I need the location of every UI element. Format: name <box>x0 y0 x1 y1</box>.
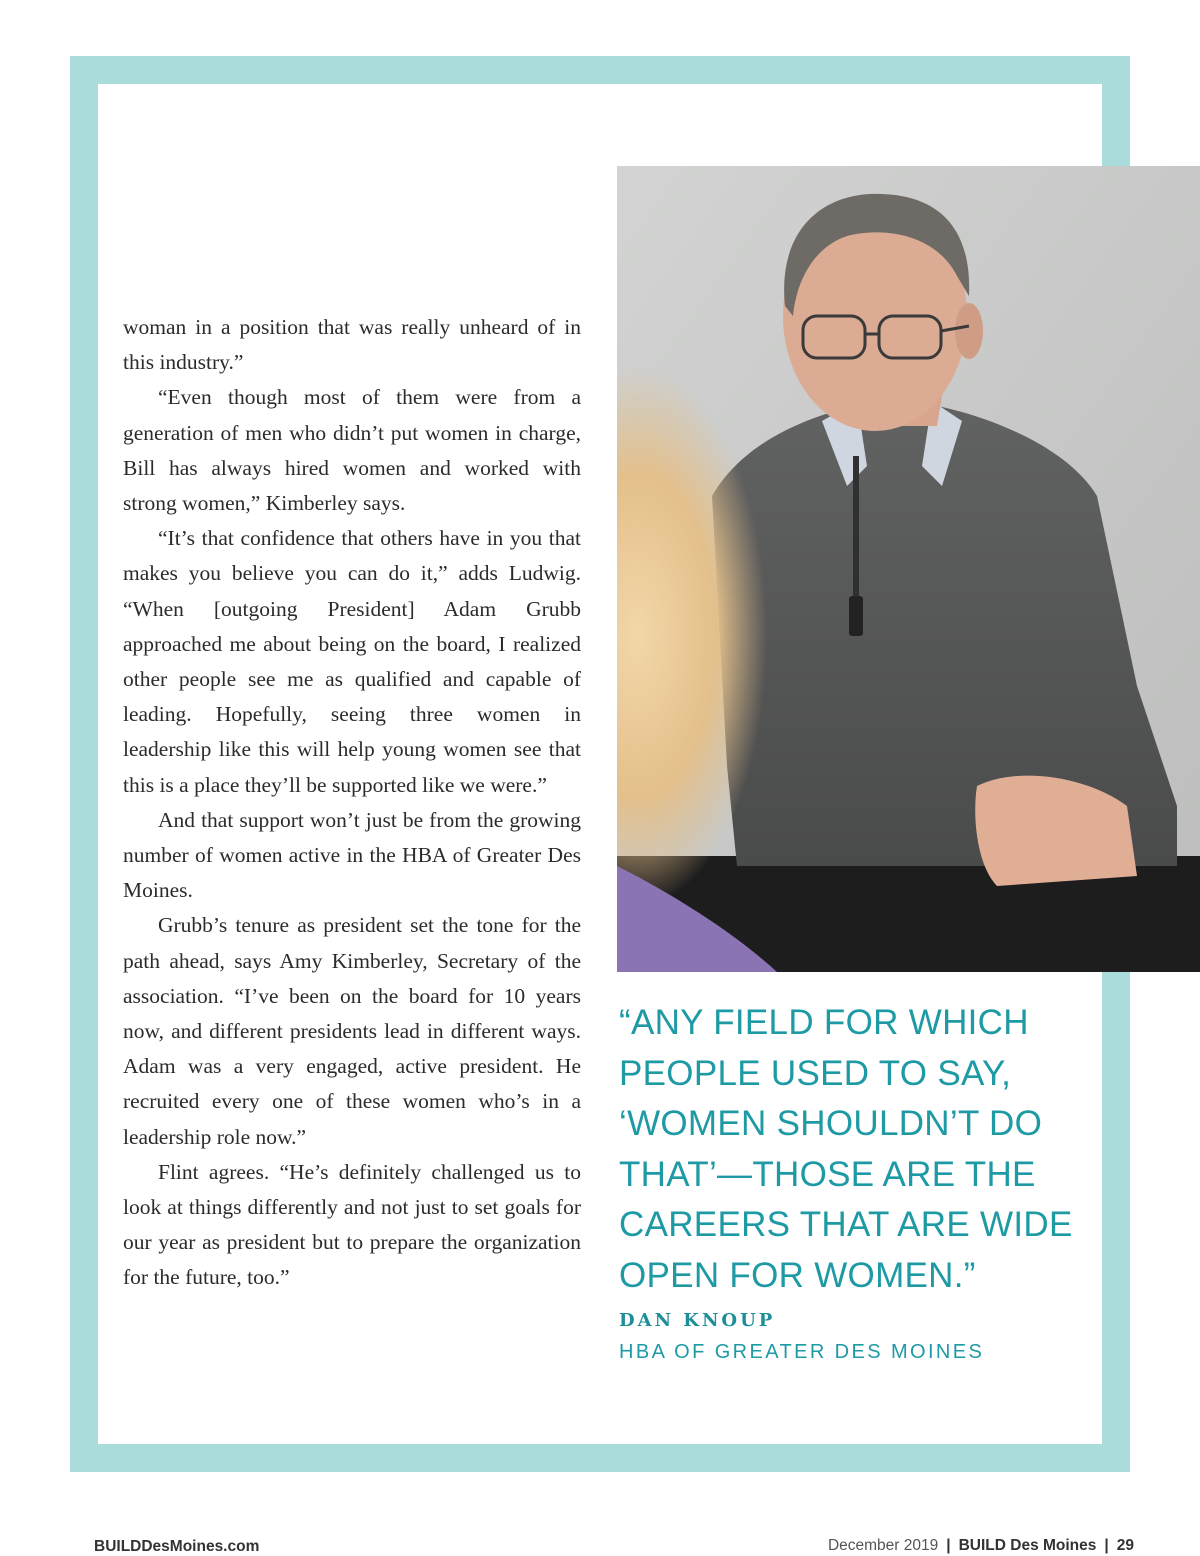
footer-page-number: 29 <box>1116 1537 1134 1554</box>
footer-folio <box>828 1537 1134 1555</box>
article-body <box>123 310 581 1296</box>
footer-separator: | <box>946 1537 951 1554</box>
article-paragraph: “Even though most of them were from a generation of men who didn’t put women in charge, Bill has always hired women and worked with strong women,” Kimberley says. <box>123 385 581 516</box>
footer-date: December 2019 <box>827 1537 939 1554</box>
portrait-photo <box>617 166 1200 972</box>
article-paragraph: And that support won’t just be from the growing number of women active in the HBA of Greater Des Moines. <box>123 807 581 903</box>
portrait-photo-image <box>617 166 1200 972</box>
article-paragraph: woman in a position that was really unheard of in this industry.” <box>123 315 581 375</box>
footer-website: BUILDDesMoines.com <box>94 1538 260 1555</box>
pull-quote: “ANY FIELD FOR WHICH PEOPLE USED TO SAY, ‘WOMEN SHOULDN’T DO THAT’—THOSE ARE THE CAREERS THAT ARE WIDE OPEN FOR WOMEN.” <box>619 1003 1073 1295</box>
pull-quote-attribution-org: HBA OF GREATER DES MOINES <box>619 1341 985 1363</box>
footer-separator: | <box>1104 1537 1109 1554</box>
article-paragraph: “It’s that confidence that others have in you that makes you believe you can do it,” adds Ludwig. “When [outgoing President] Adam Grubb approached me about being on the board, I realized other people see me as qualified and capable of leading. Hopefully, seeing three women in leadership like this will help young women see that this is a place they’ll be supported like we were.” <box>123 526 581 797</box>
article-paragraph: Flint agrees. “He’s definitely challenged us to look at things differently and not just to set goals for our year as president but to prepare the organization for the future, too.” <box>123 1159 581 1290</box>
pull-quote-attribution-name: DAN KNOUP <box>619 1310 776 1331</box>
footer-magazine-name: BUILD Des Moines <box>958 1537 1097 1554</box>
article-paragraph: Grubb’s tenure as president set the tone for the path ahead, says Amy Kimberley, Secretary of the association. “I’ve been on the board for 10 years now, and different presidents lead in different ways. Adam was a very engaged, active president. He recruited every one of these women who’s in a leadership role now.” <box>123 913 581 1149</box>
